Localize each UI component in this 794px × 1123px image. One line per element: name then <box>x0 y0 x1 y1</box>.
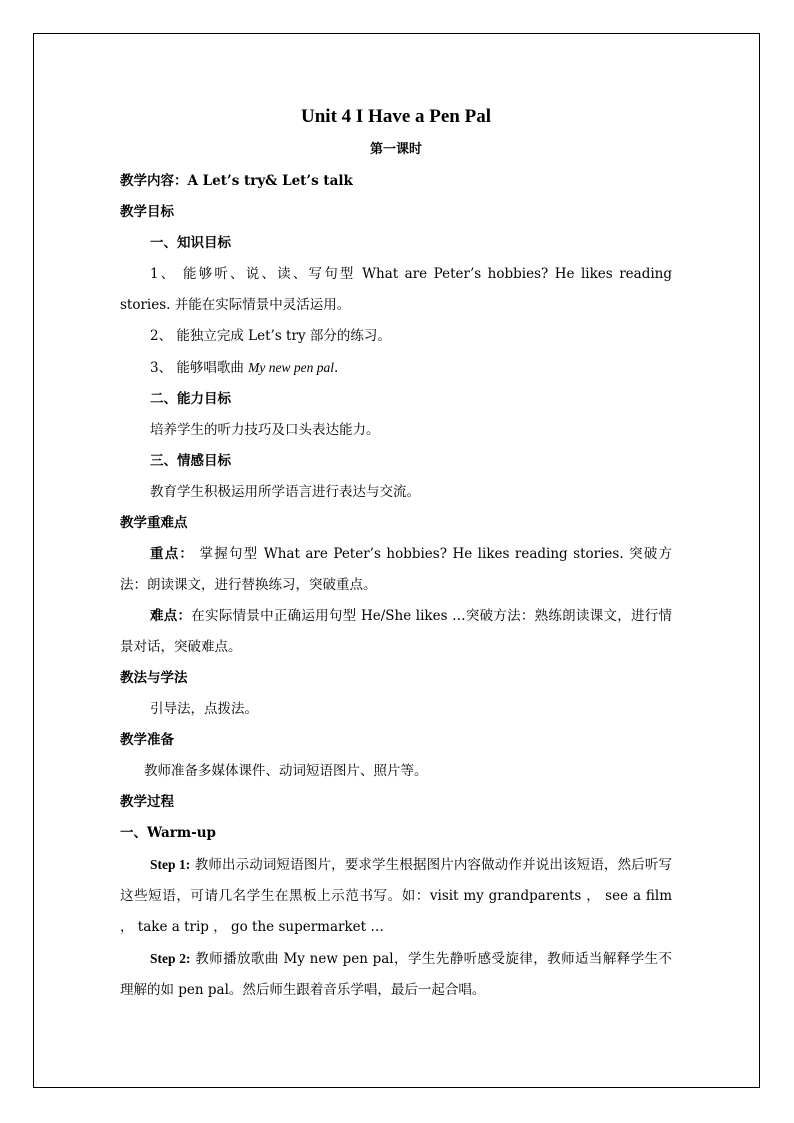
lesson-subtitle: 第一课时 <box>369 142 422 157</box>
warmup-heading: 一、Warm-up <box>120 825 216 841</box>
knowledge-item-1: 1、 能够听、说、读、写句型 What are Peter’s hobbies? He likes reading stories. 并能在实际情景中灵活运用。 <box>120 266 672 313</box>
ability-heading: 二、能力目标 <box>150 391 231 407</box>
keypoint-text: 掌握句型 What are Peter’s hobbies? He likes reading stories. 突破方法：朗读课文，进行替换练习，突破重点。 <box>120 546 673 593</box>
objectives-heading: 教学目标 <box>120 204 174 220</box>
step1-text: 教师出示动词短语图片，要求学生根据图片内容做动作并说出该短语，然后听写这些短语，可请几名学生在黑板上示范书写。如：visit my grandparents ， see a film ， take a trip ， go the supermarket … <box>120 857 672 935</box>
knowledge-item-2: 2、 能独立完成 Let’s try 部分的练习。 <box>150 328 391 344</box>
methods-text: 引导法，点拨法。 <box>150 701 258 717</box>
difficulty-text: 在实际情景中正确运用句型 He/She likes …突破方法：熟练朗读课文，进行情景对话，突破难点。 <box>120 608 673 655</box>
document-body <box>120 100 672 1006</box>
ability-text: 培养学生的听力技巧及口头表达能力。 <box>150 422 380 438</box>
prep-text: 教师准备多媒体课件、动词短语图片、照片等。 <box>144 763 428 779</box>
knowledge-item-3 <box>120 352 672 384</box>
keypoint-label: 重点： <box>150 546 195 562</box>
prep-heading: 教学准备 <box>120 732 174 748</box>
keypoints-heading: 教学重难点 <box>120 515 188 531</box>
difficulty-paragraph <box>120 601 672 663</box>
step2-text: 教师播放歌曲 My new pen pal，学生先静听感受旋律，教师适当解释学生不理解的如 pen pal。然后师生跟着音乐学唱，最后一起合唱。 <box>120 951 672 998</box>
step2-label: Step 2: <box>150 951 191 966</box>
knowledge-heading: 一、知识目标 <box>150 235 231 251</box>
emotion-text: 教育学生积极运用所学语言进行表达与交流。 <box>150 484 420 500</box>
song-period: . <box>334 360 339 376</box>
emotion-heading: 三、情感目标 <box>150 453 231 469</box>
teaching-content: 教学内容：A Let’s try& Let’s talk <box>120 173 353 189</box>
knowledge-item-3-text: 3、 能够唱歌曲 <box>150 360 249 376</box>
step2-paragraph <box>120 943 672 1006</box>
process-heading: 教学过程 <box>120 794 174 810</box>
difficulty-label: 难点： <box>150 608 192 624</box>
keypoint-paragraph <box>120 539 672 601</box>
document-title: Unit 4 I Have a Pen Pal <box>301 106 491 127</box>
song-title: My new pen pal <box>248 360 335 375</box>
methods-heading: 教法与学法 <box>120 670 188 686</box>
step1-paragraph <box>120 849 672 943</box>
step1-label: Step 1: <box>150 857 191 872</box>
